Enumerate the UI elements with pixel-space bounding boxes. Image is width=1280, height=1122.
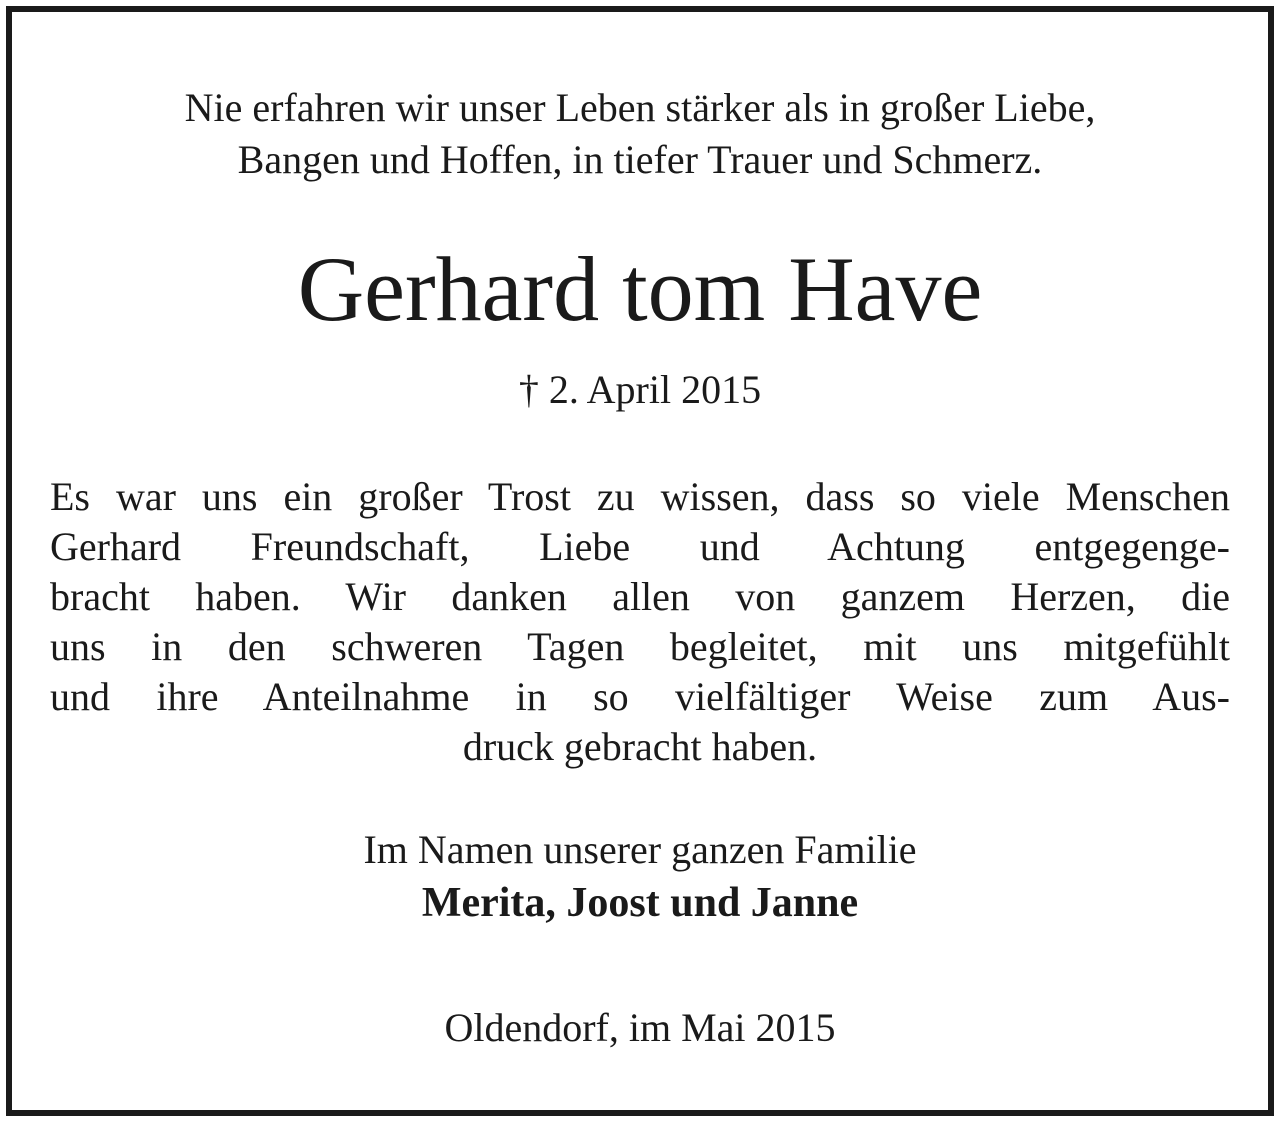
message-line-1: Es war uns ein großer Trost zu wissen, dass so viele Menschen [50,474,1230,519]
motto-line-2: Bangen und Hoffen, in tiefer Trauer und Schmerz. [237,137,1043,182]
deceased-name: Gerhard tom Have [297,238,983,340]
signature-intro: Im Namen unserer ganzen Familie [363,827,917,872]
death-date-text: † 2. April 2015 [518,367,762,412]
message-line-3: bracht haben. Wir danken allen von ganzem Herzen, die [50,574,1230,619]
death-date [12,364,1268,416]
motto-line-1: Nie erfahren wir unser Leben stärker als in großer Liebe, [184,85,1096,130]
message-line-5: und ihre Anteilnahme in so vielfältiger Weise zum Aus- [50,674,1230,719]
place-date: Oldendorf, im Mai 2015 [444,1005,836,1050]
message-line-4: uns in den schweren Tagen begleitet, mit uns mitgefühlt [50,624,1230,669]
message-line-6: druck gebracht haben. [462,724,818,769]
message-line-2: Gerhard Freundschaft, Liebe und Achtung entgegenge- [50,524,1230,569]
signature-names: Merita, Joost und Janne [421,880,859,926]
thank-you-message [50,472,1230,772]
motto [12,82,1268,186]
obituary-notice [6,6,1274,1116]
